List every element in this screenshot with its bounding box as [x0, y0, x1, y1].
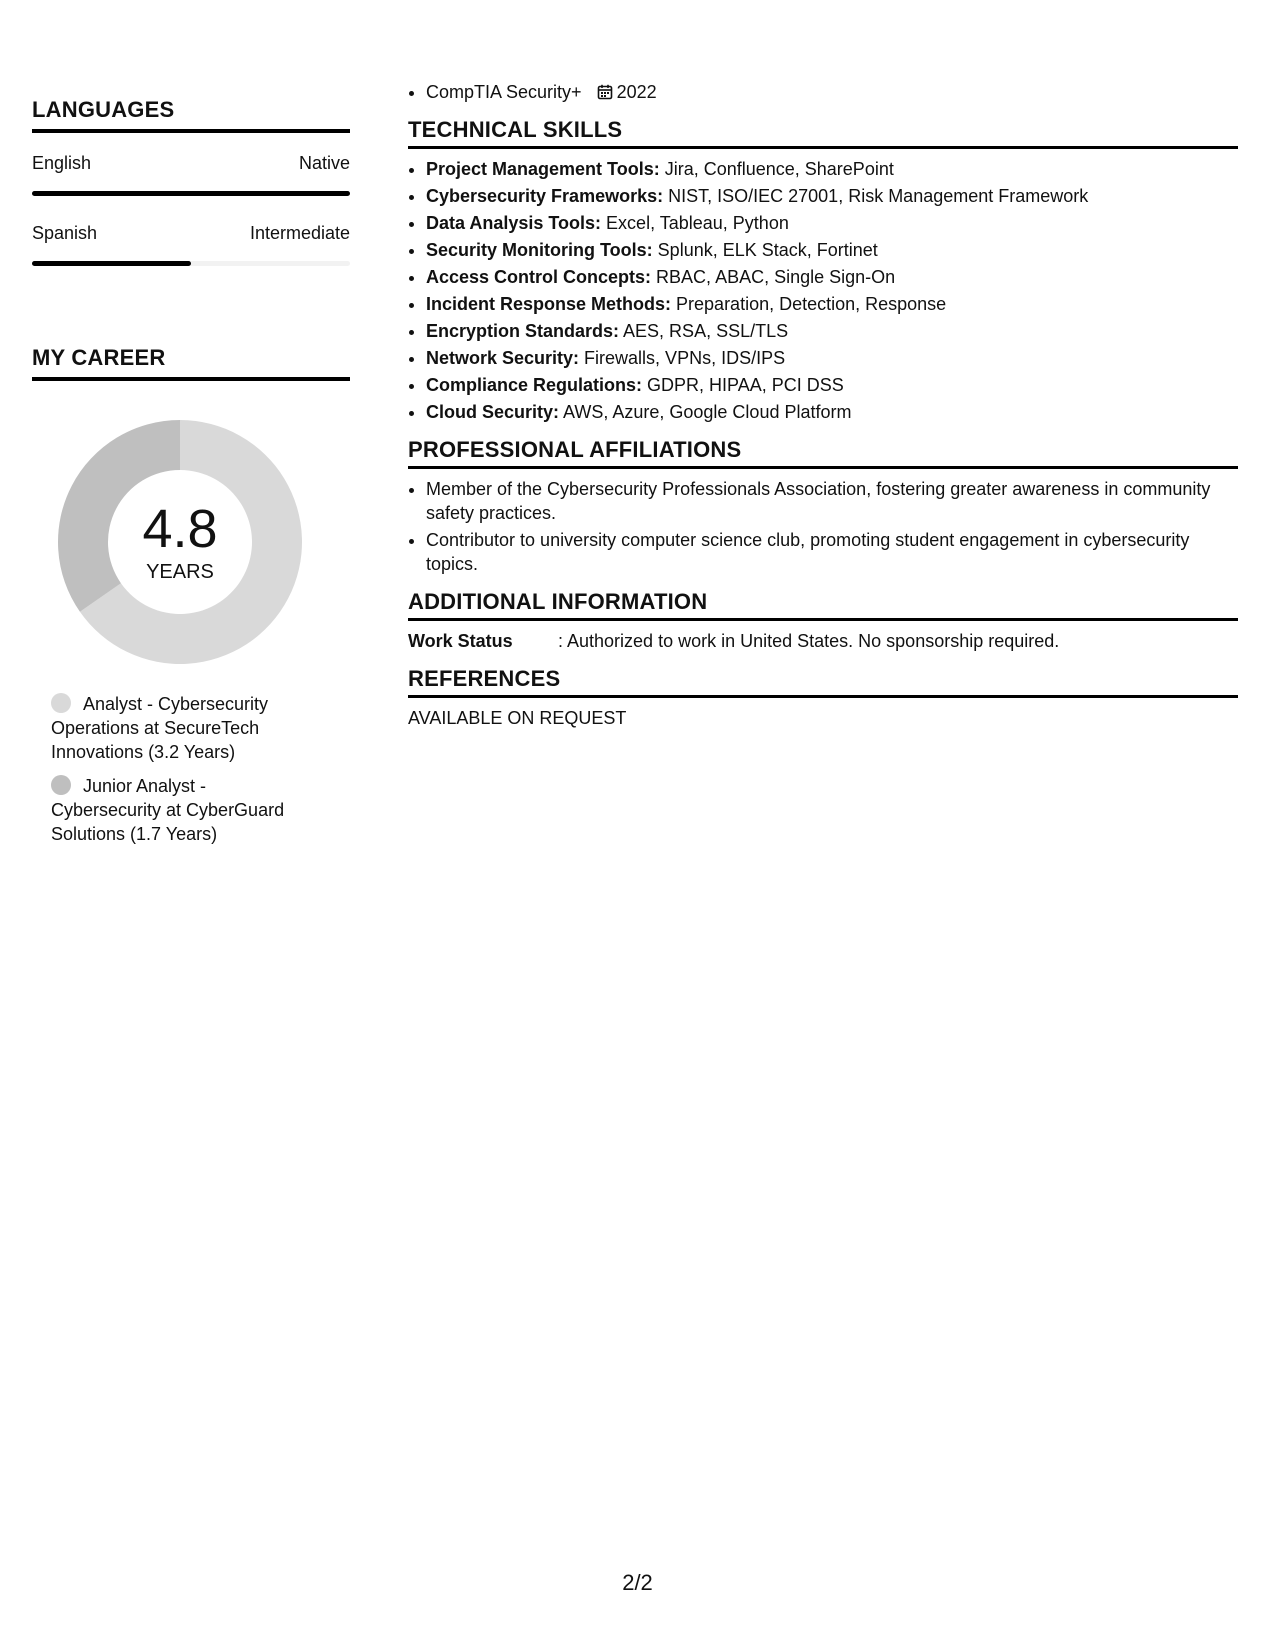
- skill-label: Cybersecurity Frameworks:: [426, 186, 664, 206]
- legend-item: [51, 774, 311, 846]
- affiliation-item: • Member of the Cybersecurity Professionals Association, fostering greater awareness in community safety practices.: [426, 477, 1238, 525]
- skill-value: Preparation, Detection, Response: [671, 294, 947, 314]
- skill-item: [426, 319, 1238, 343]
- calendar-icon: [597, 84, 613, 100]
- language-bar-track: [32, 191, 350, 196]
- career-total-unit: YEARS: [146, 560, 214, 583]
- skill-item: [426, 211, 1238, 235]
- technical-skills-list: [408, 157, 1238, 424]
- certification-item: [426, 80, 1238, 104]
- skill-value: GDPR, HIPAA, PCI DSS: [642, 375, 844, 395]
- skill-label: Cloud Security:: [426, 402, 560, 422]
- references-heading: REFERENCES: [408, 667, 1238, 698]
- references-text: AVAILABLE ON REQUEST: [408, 708, 627, 728]
- affiliation-item: • Contributor to university computer science club, promoting student engagement in cybersecurity topics.: [426, 528, 1238, 576]
- skill-value: AES, RSA, SSL/TLS: [619, 321, 789, 341]
- skill-value: Splunk, ELK Stack, Fortinet: [652, 240, 878, 260]
- left-column: [32, 80, 350, 856]
- skill-label: Security Monitoring Tools:: [426, 240, 653, 260]
- language-name: English: [32, 153, 92, 173]
- skill-label: Compliance Regulations:: [426, 375, 643, 395]
- skill-item: [426, 373, 1238, 397]
- skill-label: Encryption Standards:: [426, 321, 620, 341]
- language-item-spanish: [32, 203, 350, 273]
- language-level: Intermediate: [249, 223, 350, 243]
- skill-value: NIST, ISO/IEC 27001, Risk Management Framework: [663, 186, 1089, 206]
- skill-label: Access Control Concepts:: [426, 267, 652, 287]
- career-legend: [51, 692, 311, 846]
- affiliations-list: [408, 477, 1238, 576]
- skill-item: [426, 265, 1238, 289]
- skill-value: Firewalls, VPNs, IDS/IPS: [579, 348, 786, 368]
- legend-dot: [51, 693, 71, 713]
- career-donut-chart: [55, 417, 305, 667]
- right-column: [408, 80, 1238, 730]
- language-bar-fill: [32, 261, 191, 266]
- skill-value: AWS, Azure, Google Cloud Platform: [559, 402, 852, 422]
- affiliations-heading: PROFESSIONAL AFFILIATIONS: [408, 438, 1238, 469]
- additional-info-heading: ADDITIONAL INFORMATION: [408, 590, 1238, 621]
- certifications-list: [408, 80, 1238, 104]
- skill-value: Jira, Confluence, SharePoint: [659, 159, 894, 179]
- certification-year: 2022: [616, 82, 657, 102]
- skill-label: Data Analysis Tools:: [426, 213, 602, 233]
- languages-heading: LANGUAGES: [32, 80, 350, 133]
- work-status-value: : Authorized to work in United States. No sponsorship required.: [558, 631, 1060, 651]
- skill-item: [426, 346, 1238, 370]
- skill-value: Excel, Tableau, Python: [601, 213, 789, 233]
- career-heading: MY CAREER: [32, 328, 350, 381]
- skill-value: RBAC, ABAC, Single Sign-On: [651, 267, 896, 287]
- legend-label: Junior Analyst - Cybersecurity at CyberGuard Solutions (1.7 Years): [51, 776, 285, 844]
- work-status-label: Work Status: [408, 631, 513, 651]
- skill-item: [426, 238, 1238, 262]
- skill-item: [426, 184, 1238, 208]
- legend-item: [51, 692, 311, 764]
- language-name: Spanish: [32, 223, 98, 243]
- skill-item: [426, 157, 1238, 181]
- language-bar-track: [32, 261, 350, 266]
- skill-item: [426, 292, 1238, 316]
- legend-dot: [51, 775, 71, 795]
- language-bar-fill: [32, 191, 350, 196]
- certification-name: CompTIA Security+: [426, 82, 582, 102]
- legend-label: Analyst - Cybersecurity Operations at SecureTech Innovations (3.2 Years): [51, 694, 269, 762]
- technical-skills-heading: TECHNICAL SKILLS: [408, 118, 1238, 149]
- skill-label: Incident Response Methods:: [426, 294, 672, 314]
- career-total-years: 4.8: [142, 498, 218, 559]
- language-item-english: [32, 133, 350, 203]
- skill-label: Network Security:: [426, 348, 580, 368]
- skill-label: Project Management Tools:: [426, 159, 660, 179]
- work-status-row: [408, 629, 1238, 653]
- skill-item: [426, 400, 1238, 424]
- donut-center: [55, 417, 305, 667]
- page-number: 2/2: [622, 1570, 653, 1595]
- language-level: Native: [298, 153, 350, 173]
